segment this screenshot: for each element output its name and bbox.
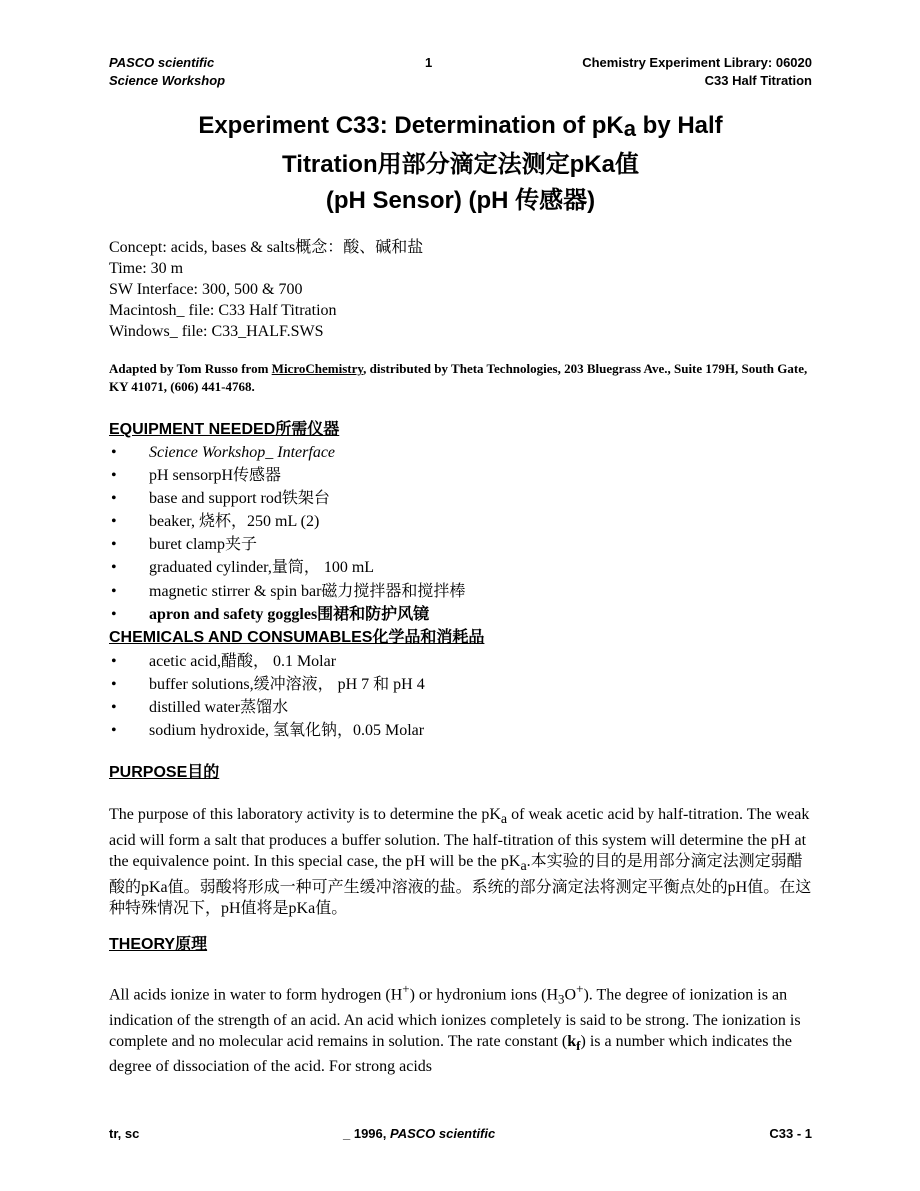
experiment-info xyxy=(109,237,812,342)
list-item: • buffer solutions,缓冲溶液， pH 7 和 pH 4 xyxy=(111,676,425,694)
purpose-heading: PURPOSE目的 xyxy=(109,764,220,781)
page-header xyxy=(109,54,812,90)
header-page-number: 1 xyxy=(425,55,433,70)
chemicals-heading: CHEMICALS AND CONSUMABLES化学品和消耗品 xyxy=(109,629,485,646)
header-series: Science Workshop xyxy=(109,73,226,88)
microchemistry-link[interactable]: MicroChemistry xyxy=(271,361,364,376)
theory-heading: THEORY原理 xyxy=(109,936,208,953)
concept-line: Concept: acids, bases & salts概念：酸、碱和盐 xyxy=(109,239,424,256)
list-item: • graduated cylinder,量筒， 100 mL xyxy=(111,559,375,577)
title-line-2: Titration用部分滴定法测定pKa值 xyxy=(282,151,639,178)
header-experiment: C33 Half Titration xyxy=(704,73,812,88)
footer-initials: tr, sc xyxy=(109,1126,140,1141)
header-publisher: PASCO scientific xyxy=(109,55,215,70)
title-line-1: Experiment C33: Determination of $pK_a$ by Half xyxy=(198,112,723,141)
list-item: • apron and safety goggles围裙和防护风镜 xyxy=(111,605,430,623)
page-title xyxy=(109,108,812,219)
purpose-paragraph: The purpose of this laboratory activity is to determine the $pK_a$ of weak acetic acid by half-titration. The weak acid will form a salt that produces a buffer solution. The half-titration of this system will determine the pH at the equivalence point. In this special case, the pH will be the $pK_a$.本实验的目的是用部分滴定法测定弱醋酸的pKa值。弱酸将形成一种可产生缓冲溶液的盐。系统的部分滴定法将测定平衡点处的pH值。在这种特殊情况下，pH值将是pKa值。 xyxy=(109,806,812,918)
header-library: Chemistry Experiment Library: 06020 xyxy=(582,55,812,70)
list-item: • Science Workshop_ Interface xyxy=(111,444,336,461)
header-left xyxy=(109,54,225,90)
interface-line: SW Interface: 300, 500 & 700 xyxy=(109,281,303,298)
list-item: • buret clamp夹子 xyxy=(111,536,257,554)
footer-page-id: C33 - 1 xyxy=(769,1126,812,1141)
mac-file-line: Macintosh_ file: C33 Half Titration xyxy=(109,302,337,319)
title-line-3: (pH Sensor) (pH 传感器) xyxy=(325,187,596,214)
list-item: • beaker, 烧杯，250 mL (2) xyxy=(111,513,320,531)
chemicals-list xyxy=(109,650,425,742)
list-item: • magnetic stirrer & spin bar磁力搅拌器和搅拌棒 xyxy=(111,582,466,600)
equipment-heading: EQUIPMENT NEEDED所需仪器 xyxy=(109,421,340,438)
equipment-list xyxy=(109,441,465,626)
attribution: Adapted by Tom Russo from MicroChemistry, distributed by Theta Technologies, 203 Bluegrass Ave., Suite 179H, South Gate, KY 41071, (606) 441-4768. xyxy=(109,361,808,394)
windows-file-line: Windows_ file: C33_HALF.SWS xyxy=(109,323,324,340)
list-item: • distilled water蒸馏水 xyxy=(111,699,289,717)
header-right xyxy=(582,54,812,90)
list-item: • sodium hydroxide, 氢氧化钠，0.05 Molar xyxy=(111,722,425,740)
page-footer xyxy=(109,1126,812,1146)
list-item: • acetic acid,醋酸， 0.1 Molar xyxy=(111,653,337,670)
footer-copyright: _ 1996, PASCO scientific xyxy=(343,1126,496,1141)
theory-paragraph: All acids ionize in water to form hydrogen (H+) or hydronium ions $(H_3O^+)$. The degree of ionization is an indication of the strength of an acid. An acid which ionizes completely is said to be strong. The ionization is complete and no molecular acid remains in solution. The rate constant $(k_f)$ is a number which indicates the degree of dissociation of the acid. For strong acids xyxy=(109,981,801,1075)
list-item: • pH sensorpH传感器 xyxy=(111,467,281,485)
time-line: Time: 30 m xyxy=(109,260,184,277)
list-item: • base and support rod铁架台 xyxy=(111,490,330,508)
